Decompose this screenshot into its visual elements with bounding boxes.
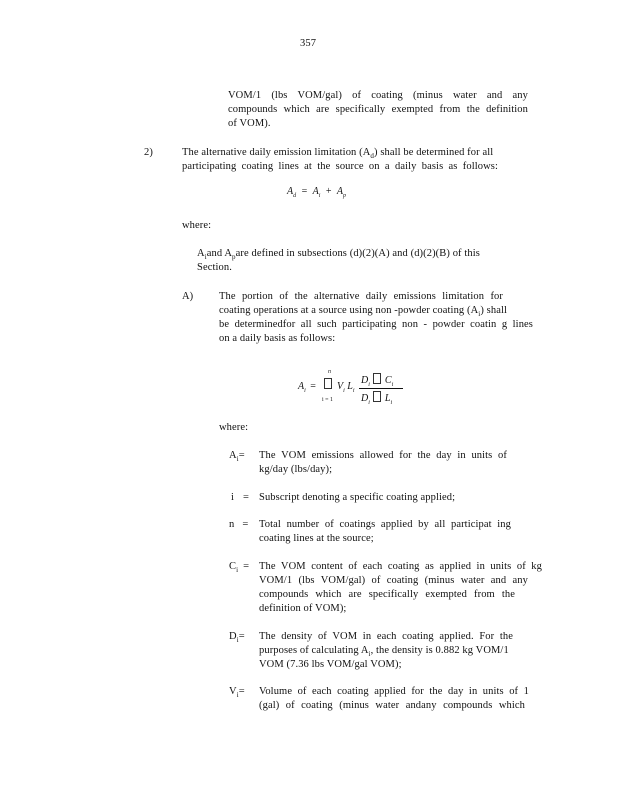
def-sym-vi-sub: i [236,691,239,700]
def-n-line-1: Total number of coatings applied by all participat ing [259,519,511,530]
eq2-l: L [347,381,353,392]
defs-1-line-1 [197,247,480,264]
def-sym-vi-eq: = [238,686,245,697]
def-sym-i-letter: i [231,492,235,503]
def-ai-line-2: kg/day (lbs/day); [259,464,333,475]
def-sym-n-letter: n [229,519,235,530]
def-sym-vi [229,685,245,702]
eq2-sum-bottom: i = 1 [322,397,334,403]
def-sym-ai-eq: = [238,450,245,461]
item-a-line-2-tail: ) shall [480,305,507,316]
def-sym-ci [229,560,249,577]
def-sym-i-eq: = [243,492,250,503]
times-glyph-icon-2 [373,391,381,402]
def-di-line-3: VOM (7.36 lbs VOM/gal VOM); [259,659,402,670]
defs1-c: are defined in subsections (d)(2)(A) and (d)(2)(B) of this [235,248,480,259]
def-di-line-2-text: purposes of calculating A [259,645,369,656]
def-ci-line-1: The VOM content of each coating as applied in units of kg [259,561,542,572]
item-2-label: 2) [144,147,153,158]
def-sym-di-eq: = [238,631,245,642]
eq1-lhs-sub: d [293,193,297,199]
def-i-line-1: Subscript denoting a specific coating applied; [259,492,456,503]
defs1-a-sub: i [204,253,207,262]
def-di-line-2-sub: i [368,650,371,659]
intro-line-1: VOM/1 (lbs VOM/gal) of coating (minus water and any [228,90,528,101]
def-di-line-1: The density of VOM in each coating applied. For the [259,631,513,642]
eq2-sum-sign [323,378,333,391]
eq2-sum-top: n [328,369,331,375]
eq2-num-c: C [384,375,392,386]
eq2-denominator [361,391,392,406]
eq2-den-l: L [384,393,391,404]
eq2-equals: = [310,381,316,392]
defs1-b-sub: p [232,253,236,262]
eq2-den-d: D [361,393,369,404]
eq2-lhs-sub: i [304,388,306,394]
eq2-v: V [337,381,344,392]
def-vi-line-1: Volume of each coating applied for the day in units of 1 [259,686,529,697]
def-sym-di-sub: i [236,636,239,645]
item-2-line-2: participating coating lines at the source on a daily basis as follows: [182,161,498,172]
eq2-num-c-sub: i [391,382,394,388]
def-di-line-2-tail: , the density is 0.882 kg VOM/1 [370,645,509,656]
sum-glyph-icon [324,378,332,389]
intro-line-3: of VOM). [228,118,271,129]
def-ci-line-4: definition of VOM); [259,603,347,614]
item-a-line-3: be determinedfor all such participating non - powder coatin g lines [219,319,533,330]
defs-1-line-2: Section. [197,262,232,273]
item-2-line-1-text: The alternative daily emission limitation (A [182,147,371,158]
where-label-1: where: [182,220,212,231]
equation-1 [287,186,346,199]
def-sym-ai-sub: i [236,455,239,464]
item-2-line-1-tail: ) shall be determined for all [374,147,494,158]
item-2-line-1-sub: d [370,152,375,161]
def-sym-ai [229,449,245,466]
eq1-b: A [336,186,343,197]
eq2-lhs-sym: A [298,381,305,392]
def-sym-ci-letter: C [229,561,237,572]
eq1-plus: + [325,186,332,197]
eq1-lhs: A [287,186,294,197]
item-a-line-1: The portion of the alternative daily emissions limitation for [219,291,503,302]
item-a-line-2-sub: i [478,310,481,319]
eq2-numerator [361,373,393,388]
eq1-a-sub: i [318,193,321,199]
eq1-a: A [312,186,319,197]
eq2-lhs [298,381,318,394]
defs1-b: and A [206,248,233,259]
eq2-v-sub: i [343,388,345,394]
def-sym-di [229,630,245,647]
eq2-den-l-sub: i [390,400,393,406]
eq2-num-d-sub: i [368,382,370,388]
eq1-equals: = [301,186,308,197]
def-sym-di-letter: D [229,631,237,642]
where-label-2: where: [219,422,249,433]
def-sym-vi-letter: V [229,686,237,697]
def-ci-line-3: compounds which are specifically exempted from the [259,589,515,600]
eq2-num-d: D [361,375,369,386]
def-vi-line-2: (gal) of coating (minus water andany compounds which [259,700,525,711]
times-glyph-icon [373,373,381,384]
def-n-line-2: coating lines at the source; [259,533,374,544]
defs1-a: A [197,248,205,259]
def-sym-n [229,518,248,532]
def-sym-ci-sub: i [236,566,239,575]
def-ci-line-2: VOM/1 (lbs VOM/gal) of coating (minus water and any [259,575,528,586]
eq2-l-sub: i [352,388,355,394]
def-sym-ai-letter: A [229,450,237,461]
item-a-line-4: on a daily basis as follows: [219,333,336,344]
def-sym-n-eq: = [242,519,249,530]
eq2-terms [337,381,355,394]
eq2-fraction-bar [359,388,403,389]
page-number: 357 [300,38,317,49]
item-a-line-2-text: coating operations at a source using non -powder coating (A [219,305,479,316]
def-sym-ci-eq: = [243,561,250,572]
eq2-den-d-sub: i [368,400,370,406]
eq1-b-sub: p [342,193,346,199]
item-a-label: A) [182,291,194,302]
def-sym-i [231,491,249,505]
intro-line-2: compounds which are specifically exempted from the definition [228,104,528,115]
def-ai-line-1: The VOM emissions allowed for the day in units of [259,450,507,461]
